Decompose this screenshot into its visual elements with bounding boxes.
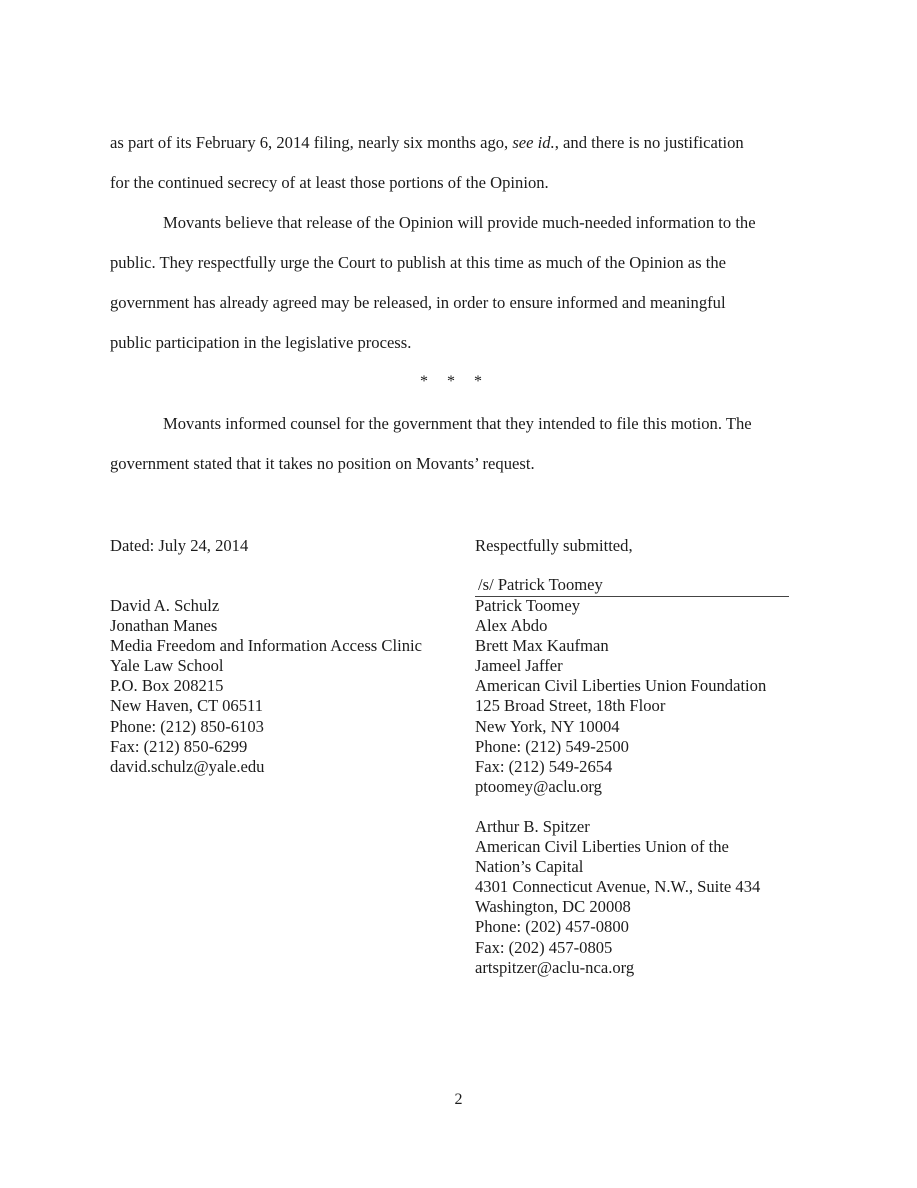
right-counsel-2-line: Arthur B. Spitzer — [475, 817, 590, 836]
paragraph-2-line-4: public participation in the legislative process. — [110, 333, 412, 352]
right-counsel-line: 125 Broad Street, 18th Floor — [475, 696, 666, 716]
right-counsel-line: Alex Abdo — [475, 616, 548, 636]
paragraph-1-text-b: , and there is no justification — [554, 133, 744, 152]
left-counsel-line: David A. Schulz — [110, 596, 220, 615]
electronic-signature: /s/ Patrick Toomey — [478, 575, 603, 594]
right-counsel-2-line: Phone: (202) 457-0800 — [475, 917, 629, 937]
closing-line: Respectfully submitted, — [475, 536, 633, 555]
right-counsel-2-line: Nation’s Capital — [475, 857, 584, 877]
left-counsel-line: Jonathan Manes — [110, 616, 218, 636]
left-counsel-line: Fax: (212) 850-6299 — [110, 736, 248, 756]
date-line: Dated: July 24, 2014 — [110, 536, 249, 555]
left-counsel-line: P.O. Box 208215 — [110, 676, 224, 696]
right-counsel-line: Brett Max Kaufman — [475, 636, 609, 656]
separator-star: * — [447, 373, 455, 390]
paragraph-1-text-a: as part of its February 6, 2014 filing, nearly six months ago, — [110, 133, 513, 152]
right-counsel-line: New York, NY 10004 — [475, 716, 620, 736]
right-counsel-block — [475, 596, 766, 797]
separator-star: * — [474, 373, 482, 390]
paragraph-1-line-1 — [110, 133, 744, 153]
right-counsel-line: Patrick Toomey — [475, 596, 580, 615]
right-counsel-email: ptoomey@aclu.org — [475, 776, 602, 796]
paragraph-2-line-2: public. They respectfully urge the Court to publish at this time as much of the Opinion as the — [110, 253, 727, 272]
right-counsel-2-line: Fax: (202) 457-0805 — [475, 937, 613, 957]
right-counsel-2-line: Washington, DC 20008 — [475, 897, 631, 917]
citation-see-id: see id. — [512, 133, 555, 152]
paragraph-2-line-3: government has already agreed may be released, in order to ensure informed and meaningful — [110, 293, 726, 312]
right-counsel-line: American Civil Liberties Union Foundation — [475, 676, 767, 696]
right-counsel-line: Fax: (212) 549-2654 — [475, 756, 613, 776]
left-counsel-line: Media Freedom and Information Access Clinic — [110, 636, 422, 656]
page-number: 2 — [454, 1091, 463, 1108]
right-counsel-2-line: 4301 Connecticut Avenue, N.W., Suite 434 — [475, 877, 761, 897]
paragraph-1-line-2: for the continued secrecy of at least those portions of the Opinion. — [110, 173, 549, 192]
right-counsel-2-email: artspitzer@aclu-nca.org — [475, 957, 635, 977]
section-separator — [420, 372, 501, 392]
right-counsel-line: Phone: (212) 549-2500 — [475, 736, 629, 756]
left-counsel-line: Yale Law School — [110, 656, 224, 676]
left-counsel-line: New Haven, CT 06511 — [110, 696, 264, 716]
signature-line — [475, 575, 789, 597]
right-counsel-2-line: American Civil Liberties Union of the — [475, 837, 729, 857]
left-counsel-line: Phone: (212) 850-6103 — [110, 716, 264, 736]
paragraph-3-line-1: Movants informed counsel for the government that they intended to file this motion. The — [163, 414, 752, 433]
left-counsel-email: david.schulz@yale.edu — [110, 756, 265, 776]
right-counsel-block-2 — [475, 817, 760, 978]
paragraph-2-line-1: Movants believe that release of the Opinion will provide much-needed information to the — [163, 213, 756, 232]
paragraph-3-line-2: government stated that it takes no position on Movants’ request. — [110, 454, 535, 473]
separator-star: * — [420, 373, 428, 390]
right-counsel-line: Jameel Jaffer — [475, 656, 563, 676]
left-counsel-block — [110, 596, 422, 777]
